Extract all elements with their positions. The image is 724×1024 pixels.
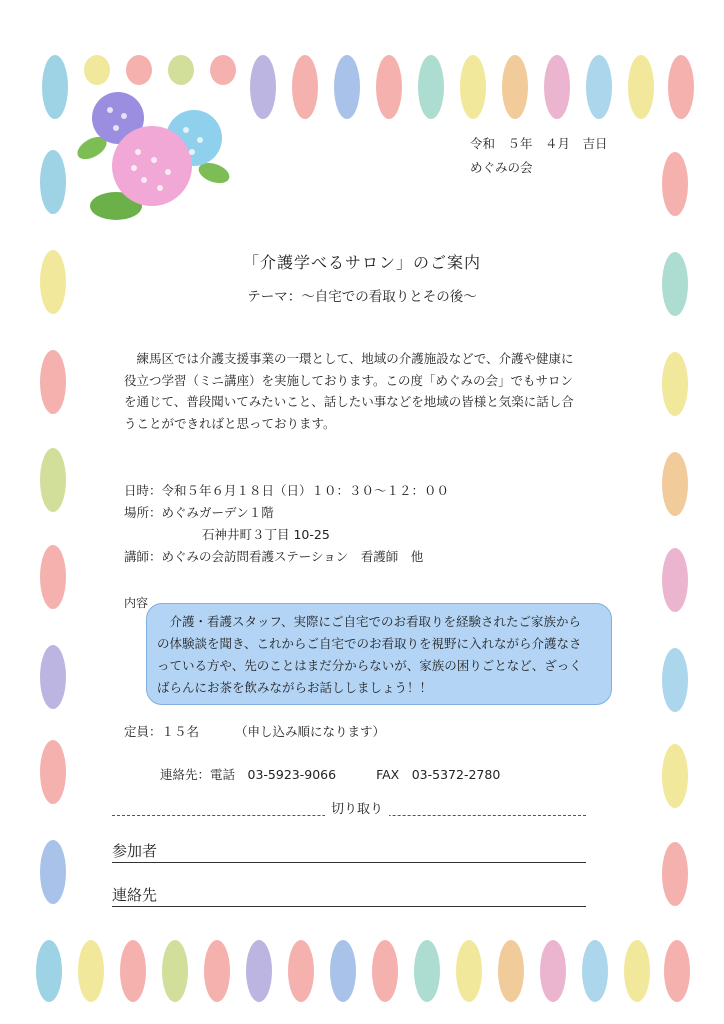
border-oval — [586, 55, 612, 119]
border-oval — [250, 55, 276, 119]
border-oval — [42, 55, 68, 119]
capacity — [124, 722, 385, 740]
page-title: 「介護学べるサロン」のご案内 — [242, 253, 481, 272]
border-oval — [662, 648, 688, 712]
border-oval — [376, 55, 402, 119]
participant-label: 参加者 — [112, 842, 158, 860]
event-address: 石神井町３丁目 10-25 — [202, 527, 330, 542]
border-oval — [40, 645, 66, 709]
intro-paragraph — [124, 348, 594, 434]
border-oval — [40, 350, 66, 414]
contact-info — [160, 765, 500, 783]
border-oval — [662, 548, 688, 612]
border-oval — [628, 55, 654, 119]
border-oval — [540, 940, 566, 1002]
border-oval — [668, 55, 694, 119]
border-oval — [40, 150, 66, 214]
content-line: の体験談を聞き、これからご自宅でのお看取りを視野に入れながら介護なさ — [157, 636, 582, 651]
border-oval — [662, 352, 688, 416]
border-oval — [126, 55, 152, 85]
capacity-note: （申し込み順になります） — [235, 724, 386, 739]
border-oval — [288, 940, 314, 1002]
contact-fax: FAX 03-5372-2780 — [376, 767, 501, 782]
border-oval — [292, 55, 318, 119]
page-subtitle: テーマ：～自宅での看取りとその後～ — [247, 289, 477, 305]
content-line: ばらんにお茶を飲みながらお話ししましょう！！ — [157, 680, 433, 695]
content-line: っている方や、先のことはまだ分からないが、家族の困りごとなど、ざっく — [157, 658, 582, 673]
border-oval — [460, 55, 486, 119]
content-line: 介護・看護スタッフ、実際にご自宅でのお看取りを経験されたご家族から — [157, 614, 582, 629]
border-oval — [334, 55, 360, 119]
border-oval — [330, 940, 356, 1002]
border-oval — [664, 940, 690, 1002]
border-oval — [78, 940, 104, 1002]
intro-line: 役立つ学習（ミニ講座）を実施しております。この度「めぐみの会」でもサロン — [124, 372, 574, 388]
border-oval — [372, 940, 398, 1002]
border-oval — [662, 452, 688, 516]
border-oval — [162, 940, 188, 1002]
border-oval — [582, 940, 608, 1002]
border-oval — [210, 55, 236, 85]
border-oval — [544, 55, 570, 119]
content-label: 内容 — [124, 596, 149, 610]
border-oval — [40, 740, 66, 804]
header-block — [470, 132, 608, 180]
border-oval — [40, 448, 66, 512]
intro-line: 練馬区では介護支援事業の一環として、地域の介護施設などで、介護や健康に — [136, 351, 574, 366]
event-details — [124, 480, 449, 568]
intro-line: うことができればと思っております。 — [124, 415, 336, 431]
border-oval — [456, 940, 482, 1002]
border-oval — [624, 940, 650, 1002]
event-datetime: 日時：令和５年６月１８日（日）１０：３０～１２：００ — [124, 483, 450, 498]
hydrangea-illustration — [74, 88, 234, 223]
intro-line: を通じて、普段聞いてみたいこと、話したい事などを地域の皆様と気楽に話し合 — [124, 394, 574, 409]
border-oval — [40, 840, 66, 904]
border-oval — [662, 152, 688, 216]
contact-label: 連絡先 — [112, 886, 158, 904]
border-oval — [40, 545, 66, 609]
event-lecturer: 講師：めぐみの会訪問看護ステーション 看護師 他 — [124, 549, 424, 564]
date: 令和 ５年 ４月 吉日 — [470, 136, 608, 151]
event-place: 場所：めぐみガーデン１階 — [124, 505, 274, 520]
border-oval — [36, 940, 62, 1002]
border-oval — [120, 940, 146, 1002]
capacity-label: 定員：１５名 — [124, 724, 200, 739]
border-oval — [418, 55, 444, 119]
contact-phone: 連絡先：電話 03-5923-9066 — [160, 767, 337, 782]
border-oval — [168, 55, 194, 85]
border-oval — [414, 940, 440, 1002]
participant-field[interactable] — [112, 840, 586, 863]
border-oval — [502, 55, 528, 119]
contact-field[interactable] — [112, 884, 586, 907]
border-oval — [246, 940, 272, 1002]
cut-label: 切り取り — [325, 798, 389, 817]
organizer: めぐみの会 — [470, 160, 533, 175]
border-oval — [498, 940, 524, 1002]
content-box — [146, 603, 612, 705]
border-oval — [204, 940, 230, 1002]
border-oval — [662, 744, 688, 808]
border-oval — [662, 842, 688, 906]
border-oval — [84, 55, 110, 85]
